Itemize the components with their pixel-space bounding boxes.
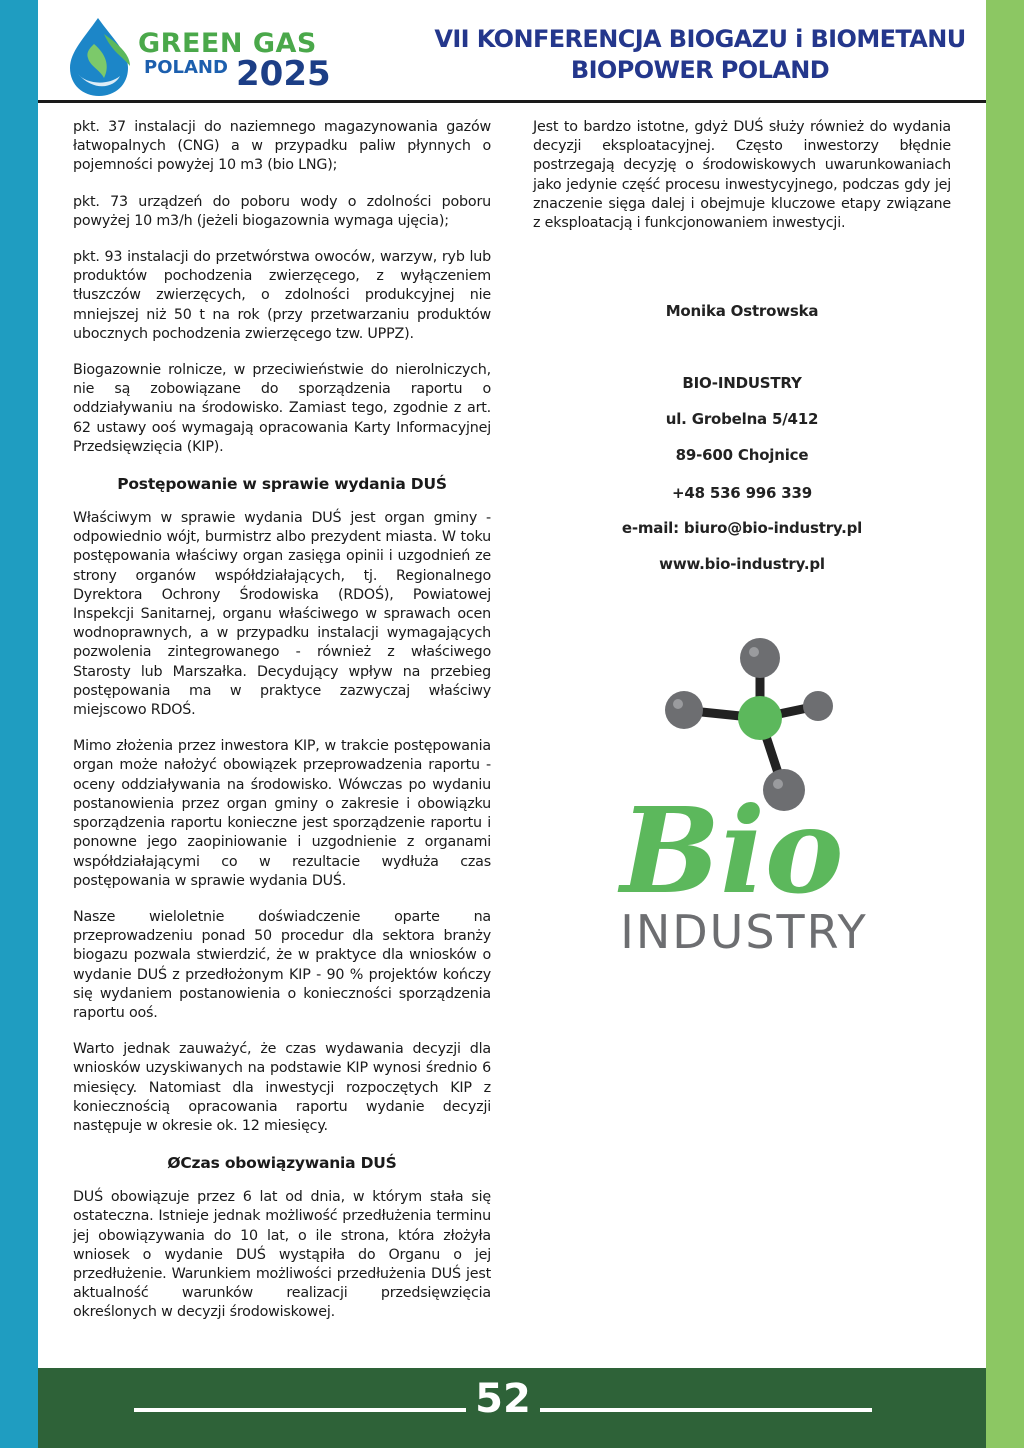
header-divider bbox=[38, 100, 986, 103]
conference-title bbox=[410, 24, 990, 86]
bio-logo-word: Bio bbox=[620, 781, 844, 920]
page-number: 52 bbox=[475, 1376, 531, 1422]
logo-year-text: 2025 bbox=[236, 54, 331, 94]
footer-rule-left bbox=[134, 1408, 466, 1412]
website-link[interactable]: www.bio-industry.pl bbox=[659, 555, 825, 573]
paragraph: pkt. 93 instalacji do przetwórstwa owoców, warzyw, ryb lub produktów pochodzenia zwierzęcego, z wyłączeniem tłuszczów zwierzęcych, o zdolności produkcyjnej nie mniejszej niż 50 t na rok (przy przetwarzaniu produktów ubocznych pochodzenia zwierzęcego tzw. UPPZ). bbox=[73, 249, 491, 342]
email-link[interactable]: e-mail: biuro@bio-industry.pl bbox=[621, 519, 863, 537]
green-gas-poland-logo bbox=[64, 14, 334, 98]
conference-title-line2: BIOPOWER POLAND bbox=[570, 56, 830, 84]
paragraph: Mimo złożenia przez inwestora KIP, w trakcie postępowania organ może nałożyć obowiązek przeprowadzenia raportu - oceny oddziaływania na środowisko. Wówczas po wydaniu postanowienia przez organ gminy o zakresie i obowiązku sporządzenia raportu konieczne jest sporządzenie raportu i ponowne jego zaopiniowanie i uzgodnienie z organami współdziałającymi co w rezultacie wydłuża czas postępowania w sprawie wydania DUŚ. bbox=[73, 738, 491, 889]
company-name: BIO-INDUSTRY bbox=[682, 374, 802, 392]
paragraph: Biogazownie rolnicze, w przeciwieństwie do nierolniczych, nie są zobowiązane do sporządzenia raportu o oddziaływaniu na środowisko. Zamiast tego, zgodnie z art. 62 ustawy ooś wymagają opracowania Karty Informacyjnej Przedsięwzięcia (KIP). bbox=[73, 362, 491, 455]
paragraph: DUŚ obowiązuje przez 6 lat od dnia, w którym stała się ostateczna. Istnieje jednak możliwość przedłużenia terminu jej obowiązywania do 10 lat, o ile strona, która złożyła wniosek o wydanie DUŚ wystąpiła do Organu o jej przedłużenie. Warunkiem możliwości przedłużenia DUŚ jest aktualność warunków realizacji przedsięwzięcia określonych w decyzji środowiskowej. bbox=[73, 1189, 491, 1321]
phone-number: +48 536 996 339 bbox=[671, 484, 813, 502]
left-color-band bbox=[0, 0, 38, 1448]
right-text-column bbox=[533, 118, 951, 233]
flame-drop-icon bbox=[64, 14, 136, 98]
paragraph: Nasze wieloletnie doświadczenie oparte na przeprowadzeniu ponad 50 procedur dla sektora branży biogazu pozwala stwierdzić, że w praktyce dla wniosków o wydanie DUŚ z przedłożonym KIP - 90 % projektów kończy się wydaniem postanowienia o konieczności sporządzenia raportu ooś. bbox=[73, 908, 491, 1021]
logo-poland-text: POLAND bbox=[144, 57, 228, 78]
right-color-band bbox=[986, 0, 1024, 1448]
address-city: 89-600 Chojnice bbox=[675, 446, 809, 464]
paragraph: pkt. 73 urządzeń do poboru wody o zdolności poboru powyżej 10 m3/h (jeżeli biogazownia wymaga ujęcia); bbox=[73, 193, 491, 229]
paragraph: pkt. 37 instalacji do naziemnego magazynowania gazów łatwopalnych (CNG) a w przypadku paliw płynnych o pojemności powyżej 10 m3 (bio LNG); bbox=[73, 119, 491, 174]
industry-logo-word: INDUSTRY bbox=[620, 905, 868, 959]
logo-green-gas-text: GREEN GAS bbox=[138, 28, 317, 59]
section-heading: Postępowanie w sprawie wydania DUŚ bbox=[117, 475, 447, 494]
author-name: Monika Ostrowska bbox=[665, 302, 819, 320]
paragraph: Właściwym w sprawie wydania DUŚ jest organ gminy - odpowiednio wójt, burmistrz albo prezydent miasta. W toku postępowania właściwy organ zasięga opinii i uzgodnień ze strony organów współdziałających, tj. Regionalnego Dyrektora Ochrony Środowiska (RDOŚ), Powiatowej Inspekcji Sanitarnej, organu właściwego w sprawach ocen wodnoprawnych, a w przypadku instalacji wymagających pozwolenia zintegrowanego - również z właściwego Starosty lub Marszałka. Decydujący wpływ na przebieg postępowania ma w praktyce zazwyczaj właściwy miejscowo RDOŚ. bbox=[73, 510, 491, 719]
conference-title-line1: VII KONFERENCJA BIOGAZU i BIOMETANU bbox=[434, 25, 966, 53]
paragraph: Warto jednak zauważyć, że czas wydawania decyzji dla wniosków uzyskiwanych na podstawie KIP wynosi średnio 6 miesięcy. Natomiast dla inwestycji rozpoczętych KIP z koniecznością opracowania raportu wydanie decyzji następuje w okresie ok. 12 miesięcy. bbox=[73, 1041, 491, 1134]
paragraph: Jest to bardzo istotne, gdyż DUŚ służy również do wydania decyzji eksploatacyjnej. Często inwestorzy błędnie postrzegają decyzję o środowiskowych uwarunkowaniach jako jedynie część procesu inwestycyjnego, podczas gdy jej znaczenie sięga dalej i obejmuje kluczowe etapy związane z eksploatacją i funkcjonowaniem inwestycji. bbox=[533, 119, 951, 232]
bio-industry-logo bbox=[612, 630, 882, 960]
section-heading: ØCzas obowiązywania DUŚ bbox=[167, 1154, 397, 1173]
footer-rule-right bbox=[540, 1408, 872, 1412]
left-text-column bbox=[73, 118, 491, 1323]
page-footer bbox=[38, 1368, 986, 1448]
address-street: ul. Grobelna 5/412 bbox=[665, 410, 819, 428]
molecule-icon bbox=[612, 630, 882, 960]
